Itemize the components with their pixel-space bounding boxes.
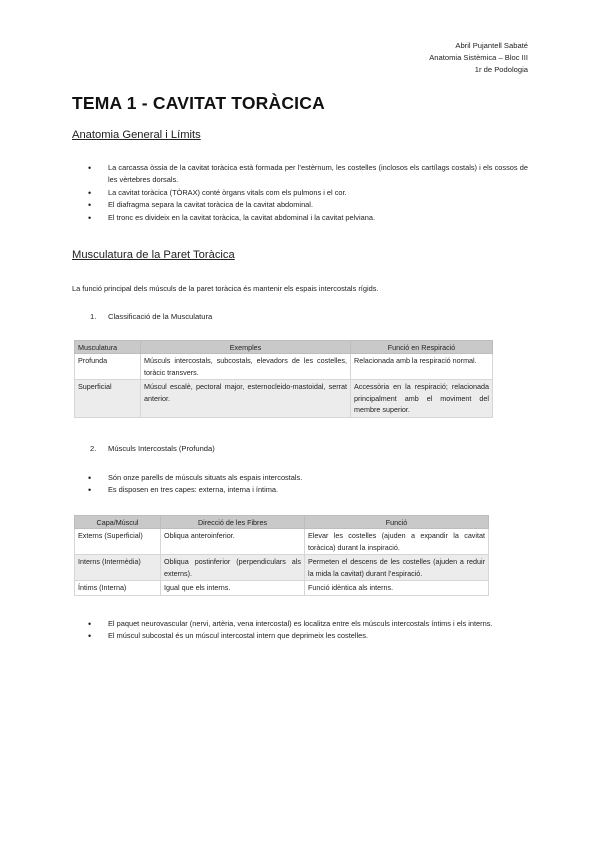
subheading-intercostals (90, 444, 215, 453)
subheading-label: Músculs Intercostals (Profunda) (108, 444, 215, 453)
table-row (75, 380, 493, 418)
table-classificacio (74, 340, 493, 418)
list-item: • El diafragma separa la cavitat toràcica de la cavitat abdominal. (88, 199, 528, 211)
table-cell: Relacionada amb la respiració normal. (351, 354, 493, 380)
header-info (429, 40, 528, 76)
table-cell: Accessòria en la respiració; relacionada principalment amb el moviment del membre superior. (351, 380, 493, 418)
course-year: 1r de Podologia (474, 65, 528, 74)
list-item: • El múscul subcostal és un múscul intercostal intern que deprimeix les costelles. (88, 630, 528, 642)
table-cell: Interns (Intermèdia) (75, 555, 161, 581)
bullet-list-intercostals (88, 472, 528, 497)
table-row (75, 555, 489, 581)
bullet-list-anatomia (88, 162, 528, 224)
table-intercostals (74, 515, 489, 596)
section-heading-anatomia: Anatomia General i Límits (72, 129, 201, 141)
bullet-list-notes (88, 618, 528, 643)
list-item: • La carcassa òssia de la cavitat toràcica està formada per l’estèrnum, les costelles (inclosos els cartílags costals) i els cossos de les vèrtebres dorsals. (88, 162, 528, 187)
subheading-number: 1. (90, 312, 97, 321)
subheading-classificacio (90, 312, 212, 321)
section-heading-musculatura: Musculatura de la Paret Toràcica (72, 249, 235, 261)
table-cell: Músculs intercostals, subcostals, elevadors de les costelles, toràcic transvers. (141, 354, 351, 380)
table-cell: Externs (Superficial) (75, 529, 161, 555)
list-item: • Es disposen en tres capes: externa, interna i íntima. (88, 484, 528, 496)
table-header-cell: Direcció de les Fibres (161, 516, 305, 529)
list-item: • El tronc es divideix en la cavitat toràcica, la cavitat abdominal i la cavitat pelviana. (88, 212, 528, 224)
table-cell: Íntims (Interna) (75, 581, 161, 596)
table-header-row (75, 341, 493, 354)
table-cell: Funció idèntica als interns. (305, 581, 489, 596)
subheading-number: 2. (90, 444, 97, 453)
table-header-cell: Funció (305, 516, 489, 529)
table-header-cell: Funció en Respiració (351, 341, 493, 354)
list-item: • Són onze parells de músculs situats als espais intercostals. (88, 472, 528, 484)
table-cell: Profunda (75, 354, 141, 380)
table-header-cell: Exemples (141, 341, 351, 354)
table-header-cell: Capa/Múscul (75, 516, 161, 529)
table-row (75, 354, 493, 380)
table-cell: Superficial (75, 380, 141, 418)
table-row (75, 581, 489, 596)
author-name: Abril Pujantell Sabaté (455, 41, 528, 50)
table-cell: Múscul escalè, pectoral major, esternocleido-mastoidal, serrat anterior. (141, 380, 351, 418)
intro-paragraph: La funció principal dels músculs de la paret toràcica és mantenir els espais intercostals rígids. (72, 284, 379, 293)
course-name: Anatomia Sistèmica – Bloc III (429, 53, 528, 62)
table-cell: Obliqua anteroinferior. (161, 529, 305, 555)
table-row (75, 529, 489, 555)
table-header-row (75, 516, 489, 529)
subheading-label: Classificació de la Musculatura (108, 312, 213, 321)
table-cell: Obliqua postinferior (perpendiculars als externs). (161, 555, 305, 581)
table-cell: Igual que els interns. (161, 581, 305, 596)
list-item: • El paquet neurovascular (nervi, artèria, vena intercostal) es localitza entre els músculs intercostals íntims i els interns. (88, 618, 528, 630)
table-header-cell: Musculatura (75, 341, 141, 354)
document-title: TEMA 1 - CAVITAT TORÀCICA (72, 93, 325, 113)
table-cell: Permeten el descens de les costelles (ajuden a reduir la mida la cavitat) durant l’espiració. (305, 555, 489, 581)
table-cell: Elevar les costelles (ajuden a expandir la cavitat toràcica) durant la inspiració. (305, 529, 489, 555)
list-item: • La cavitat toràcica (TÒRAX) conté òrgans vitals com els pulmons i el cor. (88, 187, 528, 199)
